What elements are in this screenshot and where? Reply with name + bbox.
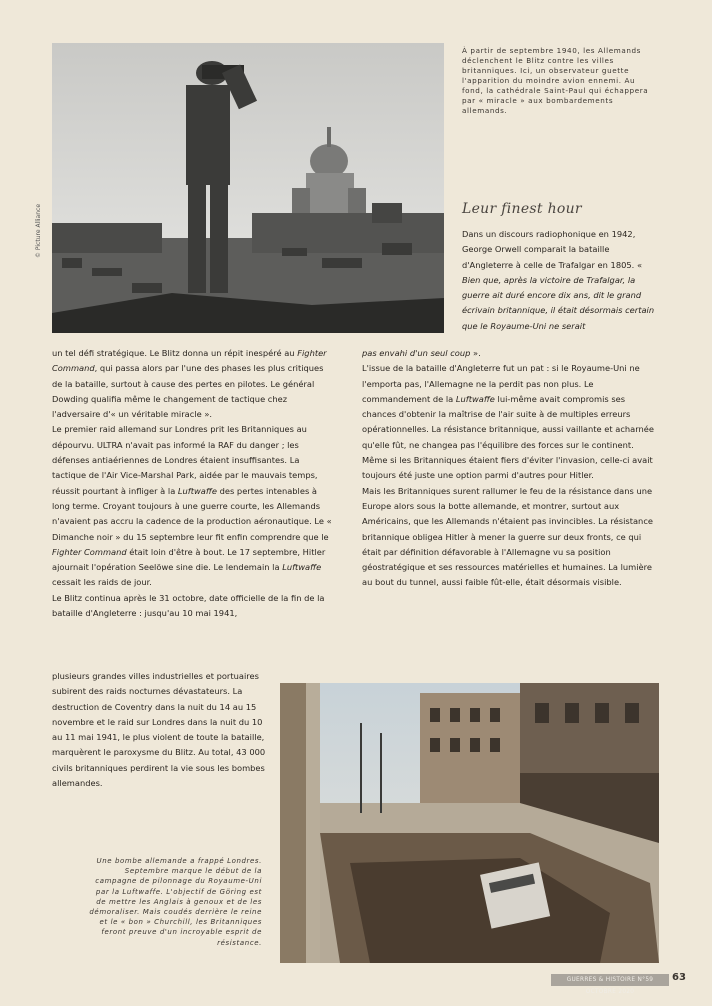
section-heading: Leur finest hour bbox=[462, 201, 582, 217]
intro-paragraph bbox=[462, 227, 658, 334]
left-column bbox=[52, 346, 335, 621]
page-number: 63 bbox=[672, 972, 686, 983]
paragraph: Mais les Britanniques surent rallumer le feu de la résistance dans une Europe alors sous la botte allemande, et montrer, surtout aux Américains, que les Allemands n'étaient pas invincibles. La résistance britannique obligea Hitler à mener la guerre sur deux fronts, ce qui était par définition défavorable à l'Allemagne vu sa position géostratégique et ses ressources matérielles et humaines. La lumière au bout du tunnel, aussi faible fût-elle, était désormais visible. bbox=[362, 485, 653, 588]
top-photo-caption: À partir de septembre 1940, les Allemands déclenchent le Blitz contre les villes britanniques. Ici, un observateur guette l'apparition du moindre avion ennemi. Au fond, la cathédrale Saint-Paul qui échappera par « miracle » aux bombardements allemands. bbox=[462, 46, 649, 115]
photo-credit: © Picture Alliance bbox=[35, 203, 42, 258]
paragraph: pas envahi d'un seul coup ». bbox=[362, 348, 481, 358]
orwell-quote: Bien que, après la victoire de Trafalgar, la guerre ait duré encore dix ans, dit le grand écrivain britannique, il était désormais certain que le Royaume-Uni ne serait bbox=[462, 274, 655, 331]
left-column-lower bbox=[52, 669, 274, 791]
bottom-photo-caption: Une bombe allemande a frappé Londres. Septembre marque le début de la campagne de pilonnage du Royaume-Uni par la Luftwaffe. L'objectif de Göring est de mettre les Anglais à genoux et de les démoraliser. Mais coudés derrière le reine et le « bon » Churchill, les Britanniques feront preuve d'un incroyable esprit de résistance. bbox=[89, 857, 262, 947]
bottom-photo bbox=[280, 683, 659, 963]
paragraph: L'issue de la bataille d'Angleterre fut un pat : si le Royaume-Uni ne l'emporta pas, l'Allemagne ne la perdit pas non plus. Le commandement de la Luftwaffe lui-même avait compromis ses chances d'obtenir la maîtrise de l'air suite à de multiples erreurs opérationnelles. La résistance britannique, aussi vaillante et acharnée qu'elle fût, ne changea pas l'équilibre des forces sur le continent. Même si les Britanniques étaient fiers d'éviter l'invasion, celle-ci avait toujours été juste une option parmi d'autres pour Hitler. bbox=[362, 363, 654, 481]
top-photo bbox=[52, 43, 444, 333]
footer-label: GUERRES & HISTOIRE N°59 OCTOBRE 2020 bbox=[551, 974, 669, 986]
paragraph: plusieurs grandes villes industrielles et portuaires subirent des raids nocturnes dévastateurs. La destruction de Coventry dans la nuit du 14 au 15 novembre et le raid sur Londres dans la nuit du 10 au 11 mai 1941, le plus violent de toute la bataille, marquèrent le paroxysme du Blitz. Au total, 43 000 civils britanniques perdirent la vie sous les bombes allemandes. bbox=[52, 671, 266, 789]
paragraph: Le premier raid allemand sur Londres prit les Britanniques au dépourvu. ULTRA n'avait pas informé la RAF du danger ; les défenses antiaériennes de Londres étaient insuffisantes. La tactique de l'Air Vice-Marshal Park, aidée par le mauvais temps, réussit pourtant à infliger à la Luftwaffe des pertes intenables à long terme. Croyant toujours à une guerre courte, les Allemands n'avaient pas accru la cadence de la production aéronautique. Le « Dimanche noir » du 15 septembre leur fit enfin comprendre que le Fighter Command était loin d'être à bout. Le 17 septembre, Hitler ajournait l'opération Seelöwe sine die. Le lendemain la Luftwaffe cessait les raids de jour. bbox=[52, 424, 332, 588]
intro-text: Dans un discours radiophonique en 1942, George Orwell comparait la bataille d'Angleterre à celle de Trafalgar en 1805. « bbox=[462, 229, 643, 270]
paragraph: Le Blitz continua après le 31 octobre, date officielle de la fin de la bataille d'Angleterre : jusqu'au 10 mai 1941, bbox=[52, 592, 325, 619]
paragraph: un tel défi stratégique. Le Blitz donna un répit inespéré au Fighter Command, qui passa alors par l'une des phases les plus critiques de la bataille, surtout à cause des pertes en pilotes. Le général Dowding qualifia même le changement de tactique chez l'adversaire d'« un véritable miracle ». bbox=[52, 348, 327, 420]
right-column bbox=[362, 346, 658, 591]
